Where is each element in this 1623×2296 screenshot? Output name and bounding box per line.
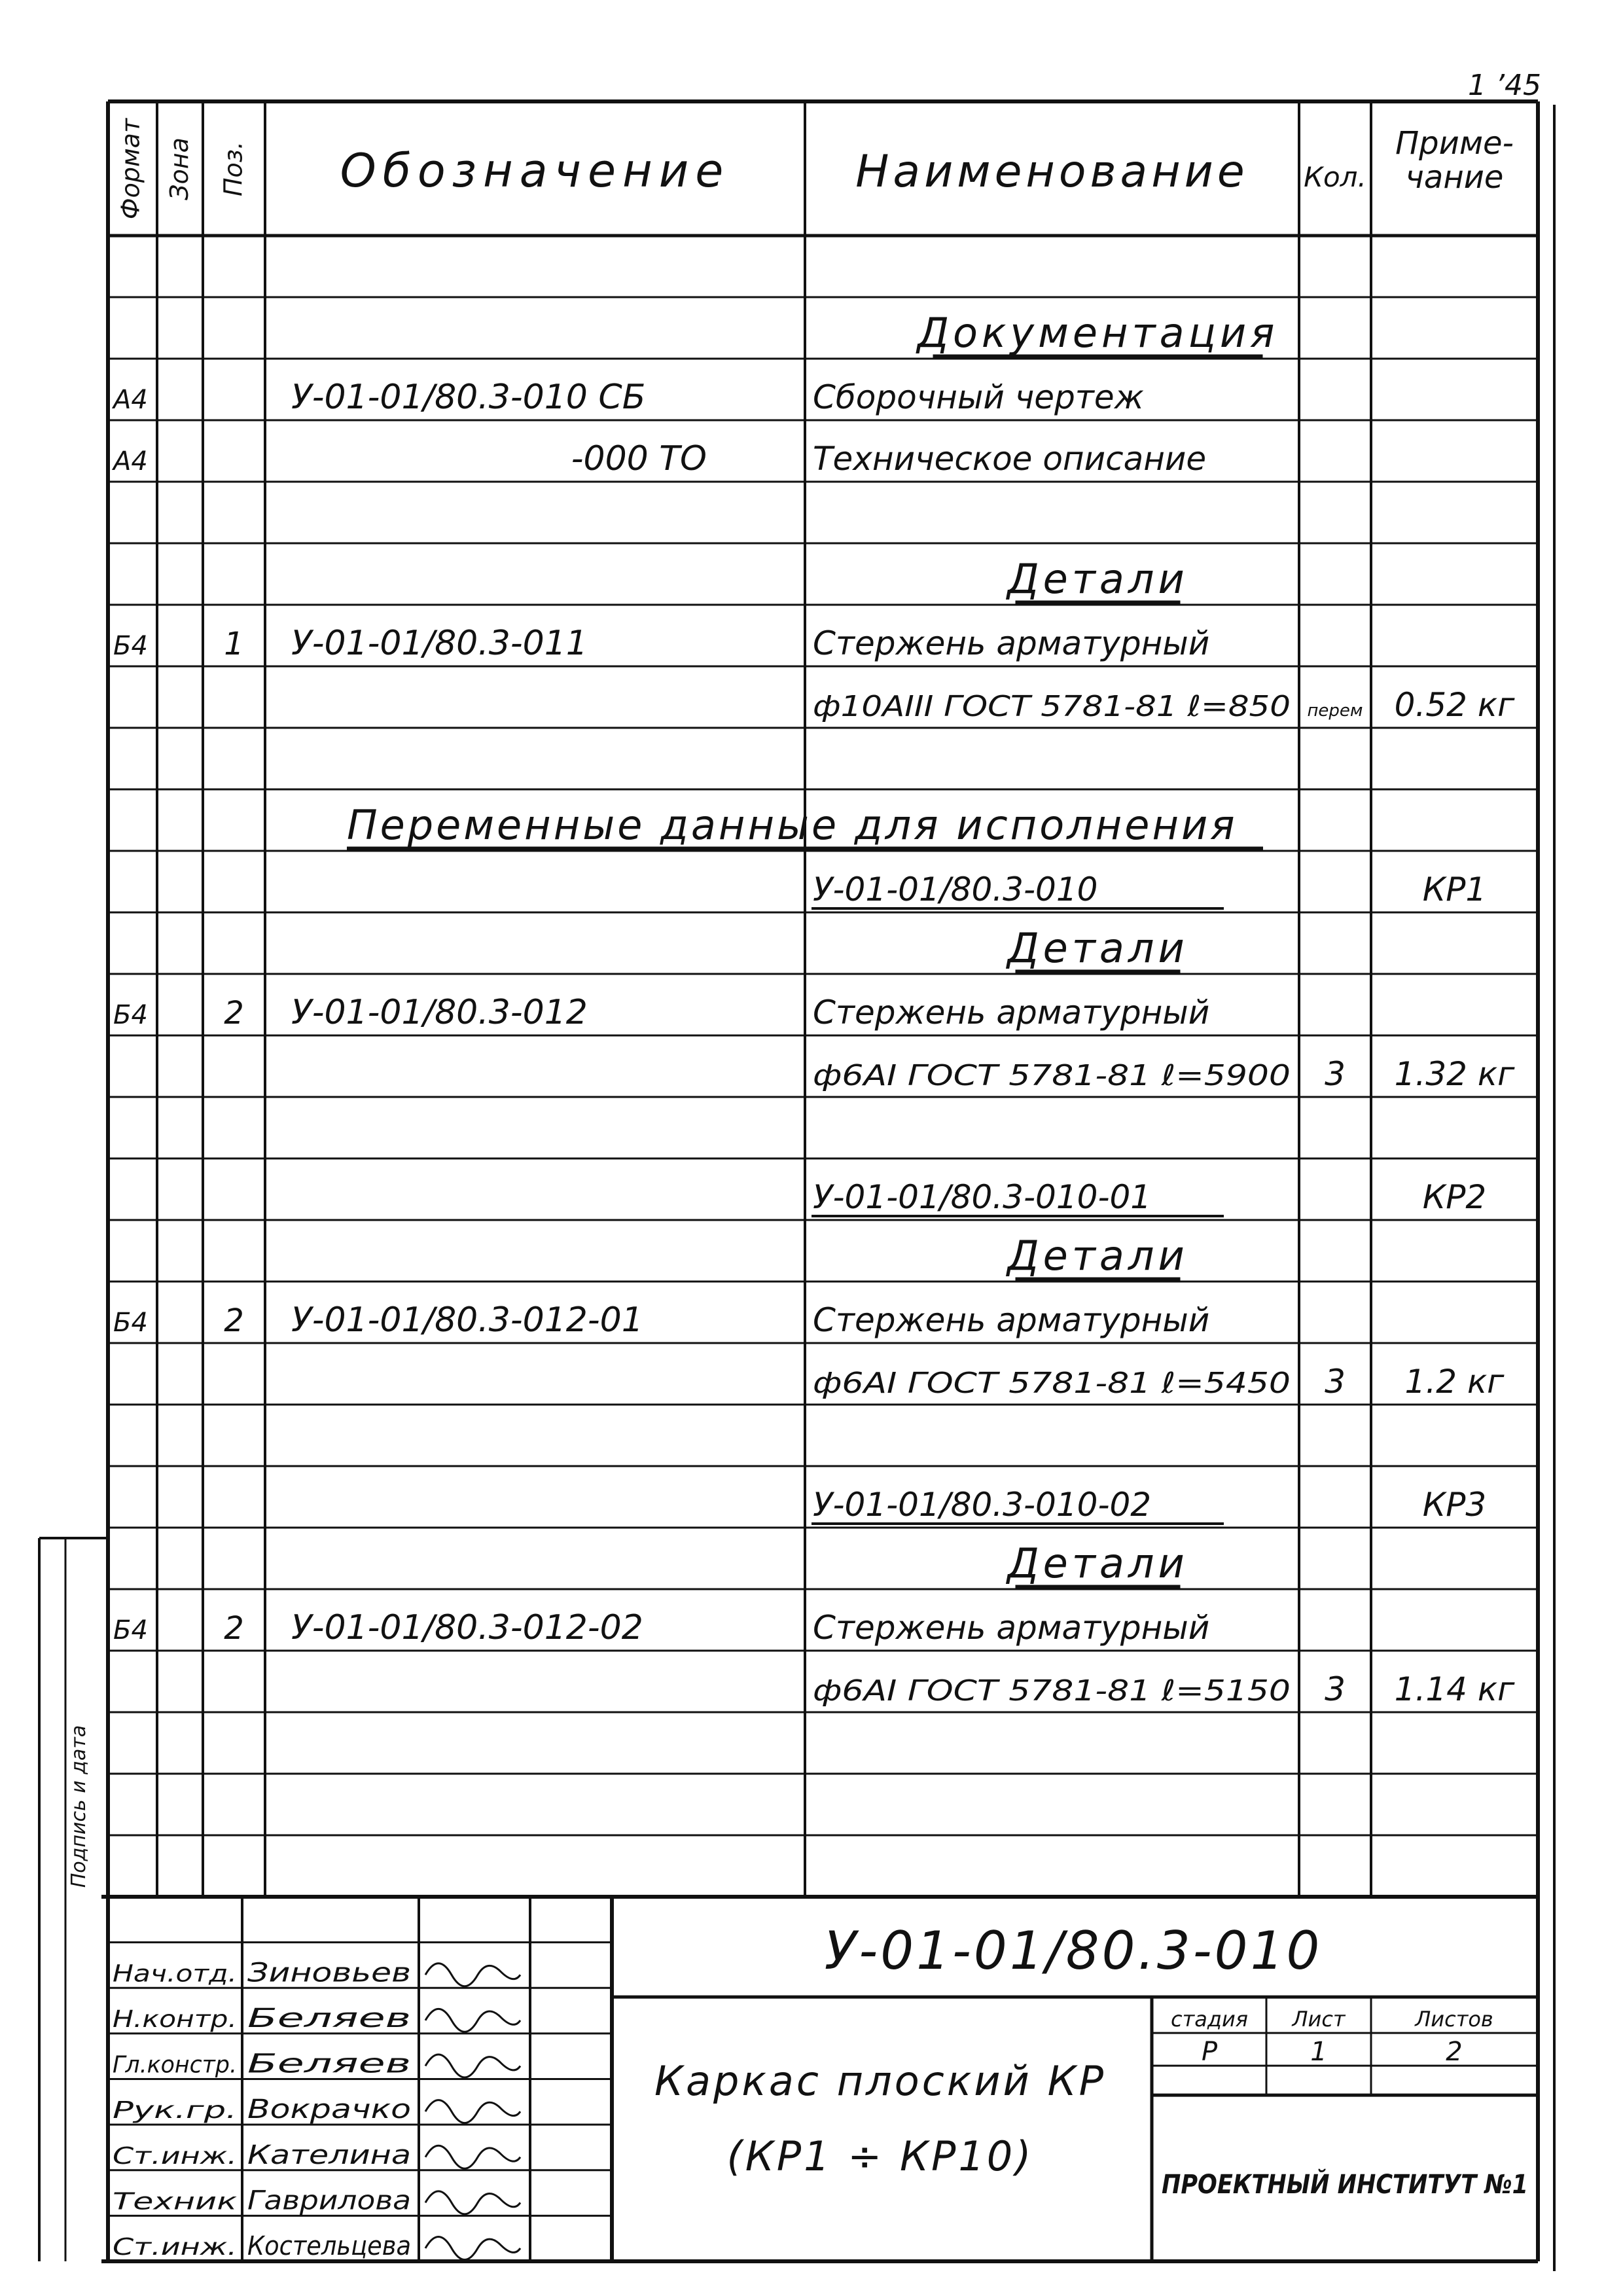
sheet-value: 1 [1310,2037,1327,2068]
cell-note: КР2 [1422,1178,1487,1216]
cell-note: 1.32 кг [1394,1055,1515,1093]
signature-scribble [425,2145,520,2168]
cell-pos: 2 [224,1302,244,1339]
sheet-frame [39,69,1580,2271]
cell-name: У-01-01/80.3-010 [813,870,1098,908]
signature-role: Гл.констр. [113,2051,237,2079]
document-code: У-01-01/80.3-010 [824,1920,1323,1981]
cell-format: А4 [113,385,148,415]
cell-name: Стержень арматурный [813,1301,1210,1339]
header-name: Наименование [855,146,1249,198]
signature-name: Костельцева [247,2231,411,2261]
signature-scribble [425,2237,520,2260]
cell-qty: 3 [1325,1670,1346,1708]
table-row [1005,555,1188,603]
table-row [812,1486,1486,1524]
cell-name: Стержень арматурный [813,1609,1210,1647]
stage-value: Р [1201,2037,1218,2068]
signature-scribble [425,2009,520,2032]
signature-scribble [425,2100,520,2123]
table-header [116,117,1514,219]
signature-name: Гаврилова [247,2185,411,2216]
title-block [101,1897,1580,2261]
signature-role: Рук.гр. [113,2097,237,2125]
signature-scribble [425,1964,520,1986]
document-title-line1: Каркас плоский КР [654,2057,1106,2106]
signature-role: Ст.инж. [113,2234,237,2261]
stage-label: стадия [1170,2007,1249,2032]
cell-note: 1.2 кг [1404,1363,1505,1401]
header-note-line: Приме- [1395,125,1514,162]
cell-designation: У-01-01/80.3-012-02 [291,1608,643,1647]
cell-pos: 2 [224,995,244,1031]
cell-name: ф6АI ГОСТ 5781-81 ℓ=5900 [813,1059,1291,1092]
table-row [916,309,1279,357]
table-row [113,1608,1209,1647]
table-row [813,686,1515,724]
cell-format: Б4 [113,1308,148,1338]
table-row [813,1055,1515,1093]
cell-format: А4 [113,446,148,476]
sheets-label: Листов [1415,2007,1493,2032]
cell-format: Б4 [113,1000,148,1030]
table-row [113,993,1209,1032]
cell-name: Техническое описание [813,440,1207,478]
cell-name: ф10АIII ГОСТ 5781-81 ℓ=850 [813,690,1291,723]
table-row [812,1178,1486,1216]
cell-qty: перем [1307,701,1363,721]
cell-note: КР3 [1422,1486,1487,1524]
cell-format: Б4 [113,631,148,661]
cell-name: Стержень арматурный [813,624,1210,662]
cell-designation: У-01-01/80.3-012-01 [291,1300,643,1340]
cell-name: Стержень арматурный [813,994,1210,1031]
header-pos: Поз. [219,141,248,197]
header-zone: Зона [165,137,194,200]
cell-name: ф6АI ГОСТ 5781-81 ℓ=5450 [813,1367,1291,1400]
signature-role: Ст.инж. [113,2142,237,2170]
section-heading: Документация [917,309,1279,357]
cell-designation: У-01-01/80.3-010 СБ [291,378,646,417]
table-body [111,309,1515,1708]
side-stamp-label: Подпись и дата [67,1725,90,1888]
table-row [813,1363,1505,1401]
signature-scribble [425,2191,520,2214]
table-row [1005,1539,1188,1587]
variable-data-heading: Переменные данные для исполнения [347,801,1238,849]
signature-name: Зиновьев [247,1958,411,1988]
cell-designation: -000 ТО [571,439,707,478]
section-heading: Детали [1007,1539,1188,1587]
cell-pos: 1 [224,626,244,662]
table-row [111,439,1206,478]
sheets-value: 2 [1446,2037,1463,2068]
cell-name: Сборочный чертеж [813,378,1144,416]
signature-name: Вокрачко [247,2094,411,2125]
signature-name: Кателина [247,2140,411,2170]
section-heading: Детали [1007,555,1188,603]
cell-designation: У-01-01/80.3-012 [291,993,588,1032]
section-heading: Детали [1007,924,1188,972]
table-row [1005,924,1188,972]
table-row [1005,1232,1188,1280]
page-number: 1 ’45 [1468,69,1541,102]
header-format: Формат [116,118,145,220]
cell-note: КР1 [1422,870,1487,908]
header-designation: Обозначение [340,144,730,198]
table-row [113,624,1209,663]
cell-note: 0.52 кг [1394,686,1515,724]
table-row [813,1670,1515,1708]
cell-note: 1.14 кг [1394,1670,1515,1708]
signature-name: Беляев [247,2049,411,2079]
cell-name: ф6АI ГОСТ 5781-81 ℓ=5150 [813,1674,1291,1708]
section-heading: Детали [1007,1232,1188,1280]
header-qty: Кол. [1304,161,1366,193]
cell-name: У-01-01/80.3-010-02 [813,1486,1152,1524]
signature-scribble [425,2054,520,2077]
cell-name: У-01-01/80.3-010-01 [813,1178,1152,1216]
cell-pos: 2 [224,1610,244,1647]
table-row [113,1300,1209,1340]
cell-designation: У-01-01/80.3-011 [291,624,588,663]
signature-role: Н.контр. [113,2005,237,2033]
header-note [1395,125,1514,196]
cell-qty: 3 [1325,1055,1346,1093]
signature-name: Беляев [247,2003,411,2034]
cell-format: Б4 [113,1615,148,1645]
header-note-line: чание [1405,159,1504,196]
table-row [812,870,1486,908]
sheet-label: Лист [1292,2007,1346,2032]
signature-role: Техник [113,2188,238,2215]
organization-name: ПРОЕКТНЫЙ ИНСТИТУТ №1 [1162,2170,1580,2200]
signature-role: Нач.отд. [113,1960,237,1988]
cell-qty: 3 [1325,1363,1346,1401]
document-title-line2: (КР1 ÷ КР10) [726,2132,1034,2181]
